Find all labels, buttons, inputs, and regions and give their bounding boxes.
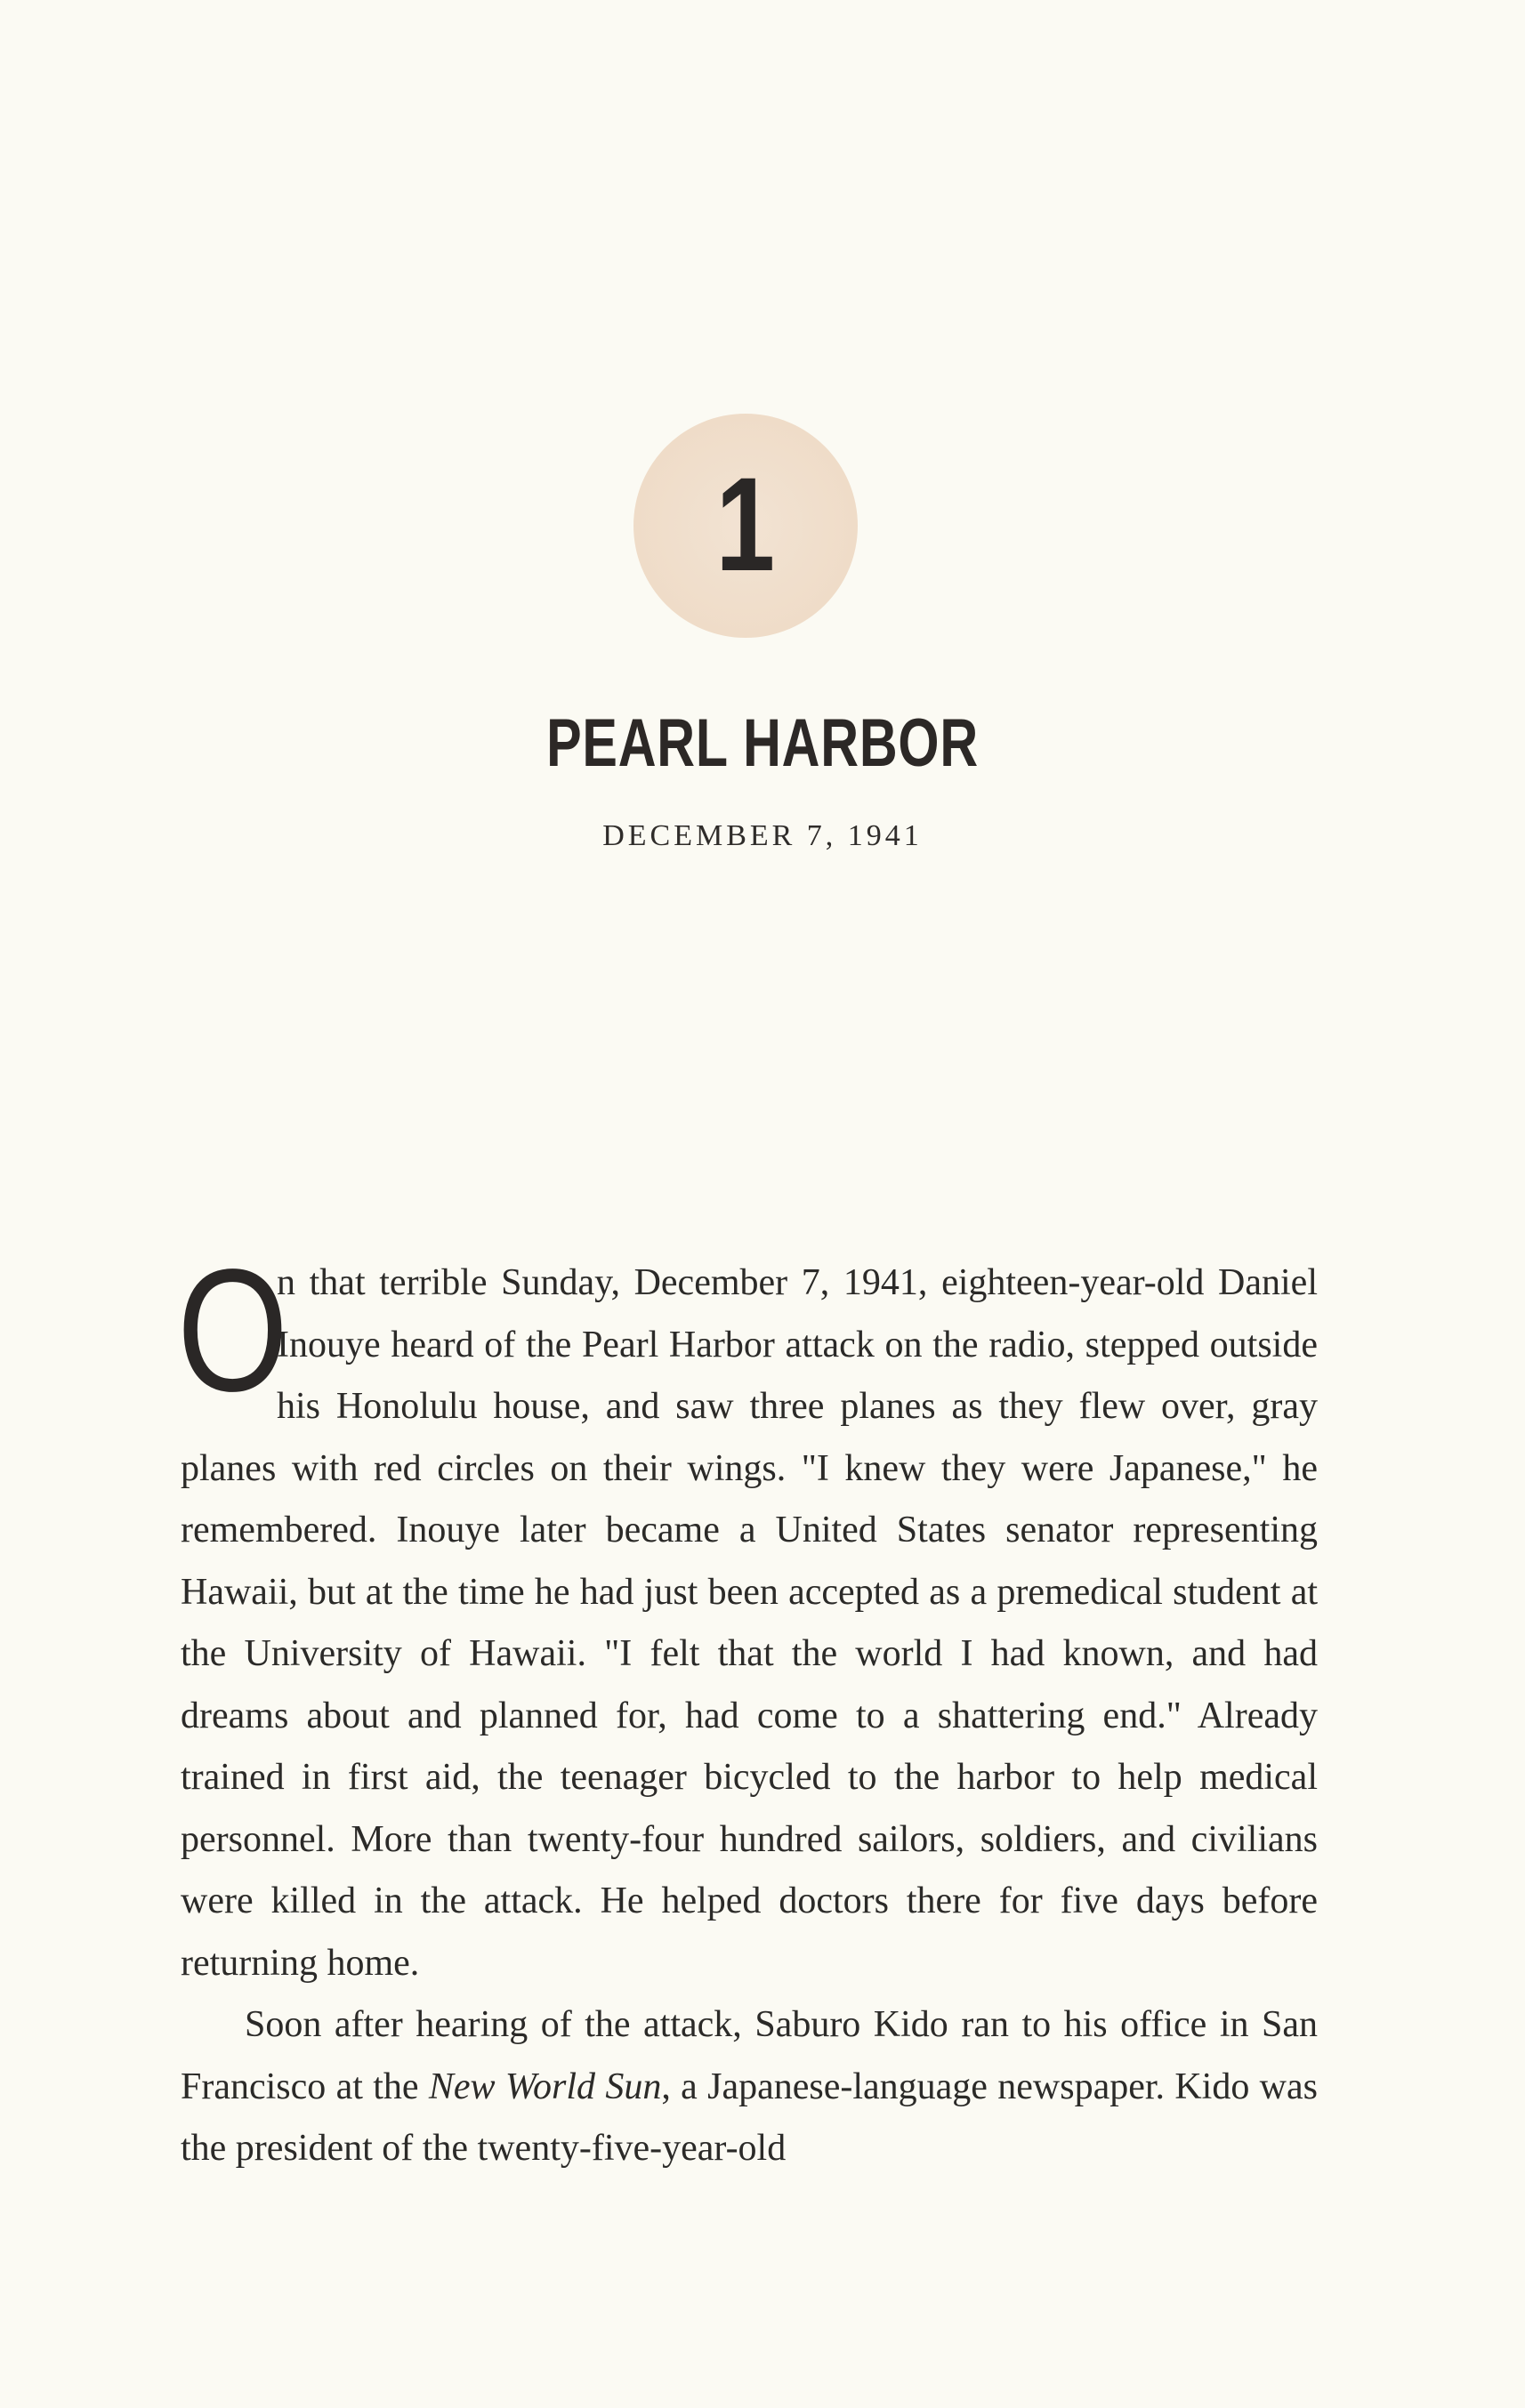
paragraph-1: [177, 1233, 1318, 1994]
paragraph-2-text-before: Soon after hearing of the attack, Saburo Kido ran to his office in San Francisco at the: [181, 2004, 1318, 2107]
newspaper-title: New World Sun: [428, 2066, 662, 2107]
chapter-number-badge: [633, 414, 858, 638]
chapter-body: [177, 1233, 1318, 2180]
chapter-title: PEARL HARBOR: [546, 705, 979, 781]
chapter-number: 1: [715, 449, 776, 599]
paragraph-2-text-after: , a Japanese-language newspaper. Kido was the president of the twenty-five-year-old: [181, 2066, 1318, 2169]
paragraph-1-text: n that terrible Sunday, December 7, 1941, eighteen-year-old Daniel Inouye heard of the Pearl Harbor attack on the radio, stepped outside his Honolulu house, and saw three planes as they flew over, gray planes with red circles on their wings. "I knew they were Japanese," he remembered. Inouye later became a United States senator representing Hawaii, but at the time he had just been accepted as a premedical student at the University of Hawaii. "I felt that the world I had known, and had dreams about and planned for, had come to a shattering end." Already trained in first aid, the teenager bicycled to the harbor to help medical personnel. More than twenty-four hundred sailors, soldiers, and civilians were killed in the attack. He helped doctors there for five days before returning home.: [181, 1262, 1318, 1984]
drop-cap: O: [177, 1233, 289, 1428]
paragraph-2: [181, 1994, 1318, 2180]
chapter-date: DECEMBER 7, 1941: [602, 819, 923, 852]
